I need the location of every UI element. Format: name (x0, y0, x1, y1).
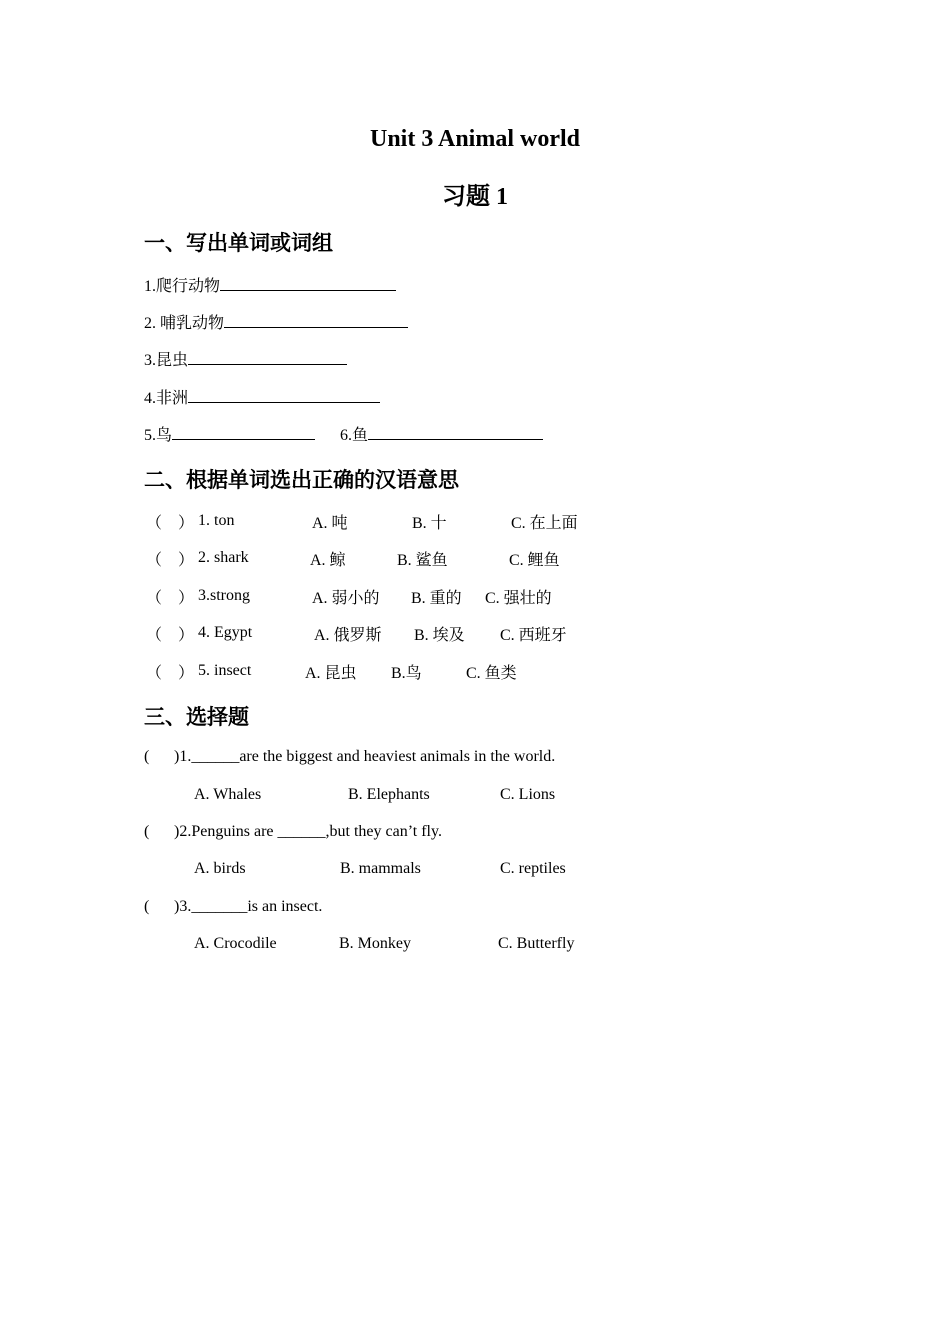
vocab-item-6 (340, 422, 543, 445)
option-c[interactable]: C. 鲤鱼 (509, 552, 560, 569)
answer-blank[interactable] (368, 425, 543, 440)
option-a[interactable]: A. 俄罗斯 (314, 627, 382, 644)
answer-blank[interactable] (224, 313, 408, 328)
answer-paren-close: ） (178, 552, 195, 569)
answer-paren-open: （ (146, 627, 163, 644)
answer-blank[interactable] (172, 425, 315, 440)
option-c[interactable]: C. reptiles (500, 860, 566, 877)
option-b[interactable]: B. Monkey (339, 935, 411, 952)
page-subtitle: 习题 1 (442, 184, 508, 210)
option-a[interactable]: A. 吨 (312, 515, 348, 532)
option-c[interactable]: C. Butterfly (498, 935, 575, 952)
option-a[interactable]: A. birds (194, 860, 246, 877)
answer-paren-open: （ (146, 665, 163, 682)
vocab-item-1 (144, 273, 396, 296)
option-c[interactable]: C. 强壮的 (485, 590, 552, 607)
vocab-item-label: 4.非洲 (144, 390, 189, 407)
section3-heading: 三、选择题 (144, 705, 249, 729)
answer-paren-open: （ (146, 552, 163, 569)
option-c[interactable]: C. 西班牙 (500, 627, 567, 644)
option-a[interactable]: A. 弱小的 (312, 590, 380, 607)
answer-paren-open: （ (146, 590, 163, 607)
page-title: Unit 3 Animal world (369, 126, 581, 152)
answer-paren-close: ） (178, 515, 195, 532)
option-b[interactable]: B. 埃及 (414, 627, 465, 644)
word-item: 2. shark (198, 549, 249, 566)
option-b[interactable]: B. mammals (340, 860, 421, 877)
option-a[interactable]: A. Whales (194, 786, 262, 803)
option-b[interactable]: B.鸟 (391, 665, 422, 682)
answer-blank[interactable] (188, 350, 347, 365)
answer-paren-close: ） (178, 665, 195, 682)
question-text: )1.______are the biggest and heaviest animals in the world. (174, 748, 556, 765)
answer-blank[interactable] (220, 276, 396, 291)
answer-paren-open: ( (144, 898, 150, 915)
question-text: )2.Penguins are ______,but they can’t fly. (174, 823, 442, 840)
word-item: 5. insect (198, 662, 252, 679)
option-a[interactable]: A. 鲸 (310, 552, 346, 569)
answer-paren-open: ( (144, 748, 150, 765)
answer-blank[interactable] (188, 388, 380, 403)
vocab-item-label: 1.爬行动物 (144, 278, 221, 295)
option-b[interactable]: B. Elephants (348, 786, 430, 803)
word-item: 4. Egypt (198, 624, 253, 641)
vocab-item-label: 5.鸟 (144, 427, 173, 444)
vocab-item-2 (144, 310, 408, 333)
section2-heading: 二、根据单词选出正确的汉语意思 (144, 468, 459, 492)
answer-paren-close: ） (178, 627, 195, 644)
question-text: )3._______is an insect. (174, 898, 323, 915)
option-c[interactable]: C. 在上面 (511, 515, 578, 532)
vocab-item-5 (144, 422, 315, 445)
option-b[interactable]: B. 重的 (411, 590, 462, 607)
vocab-item-4 (144, 385, 380, 408)
option-a[interactable]: A. Crocodile (194, 935, 277, 952)
option-a[interactable]: A. 昆虫 (305, 665, 357, 682)
answer-paren-open: （ (146, 515, 163, 532)
option-b[interactable]: B. 十 (412, 515, 447, 532)
option-c[interactable]: C. Lions (500, 786, 556, 803)
vocab-item-label: 6.鱼 (340, 427, 369, 444)
section1-heading: 一、写出单词或词组 (144, 231, 333, 255)
vocab-item-label: 3.昆虫 (144, 352, 189, 369)
word-item: 1. ton (198, 512, 235, 529)
word-item: 3.strong (198, 587, 250, 604)
answer-paren-close: ） (178, 590, 195, 607)
vocab-item-label: 2. 哺乳动物 (144, 315, 225, 332)
vocab-item-3 (144, 347, 347, 370)
option-b[interactable]: B. 鲨鱼 (397, 552, 448, 569)
answer-paren-open: ( (144, 823, 150, 840)
option-c[interactable]: C. 鱼类 (466, 665, 517, 682)
